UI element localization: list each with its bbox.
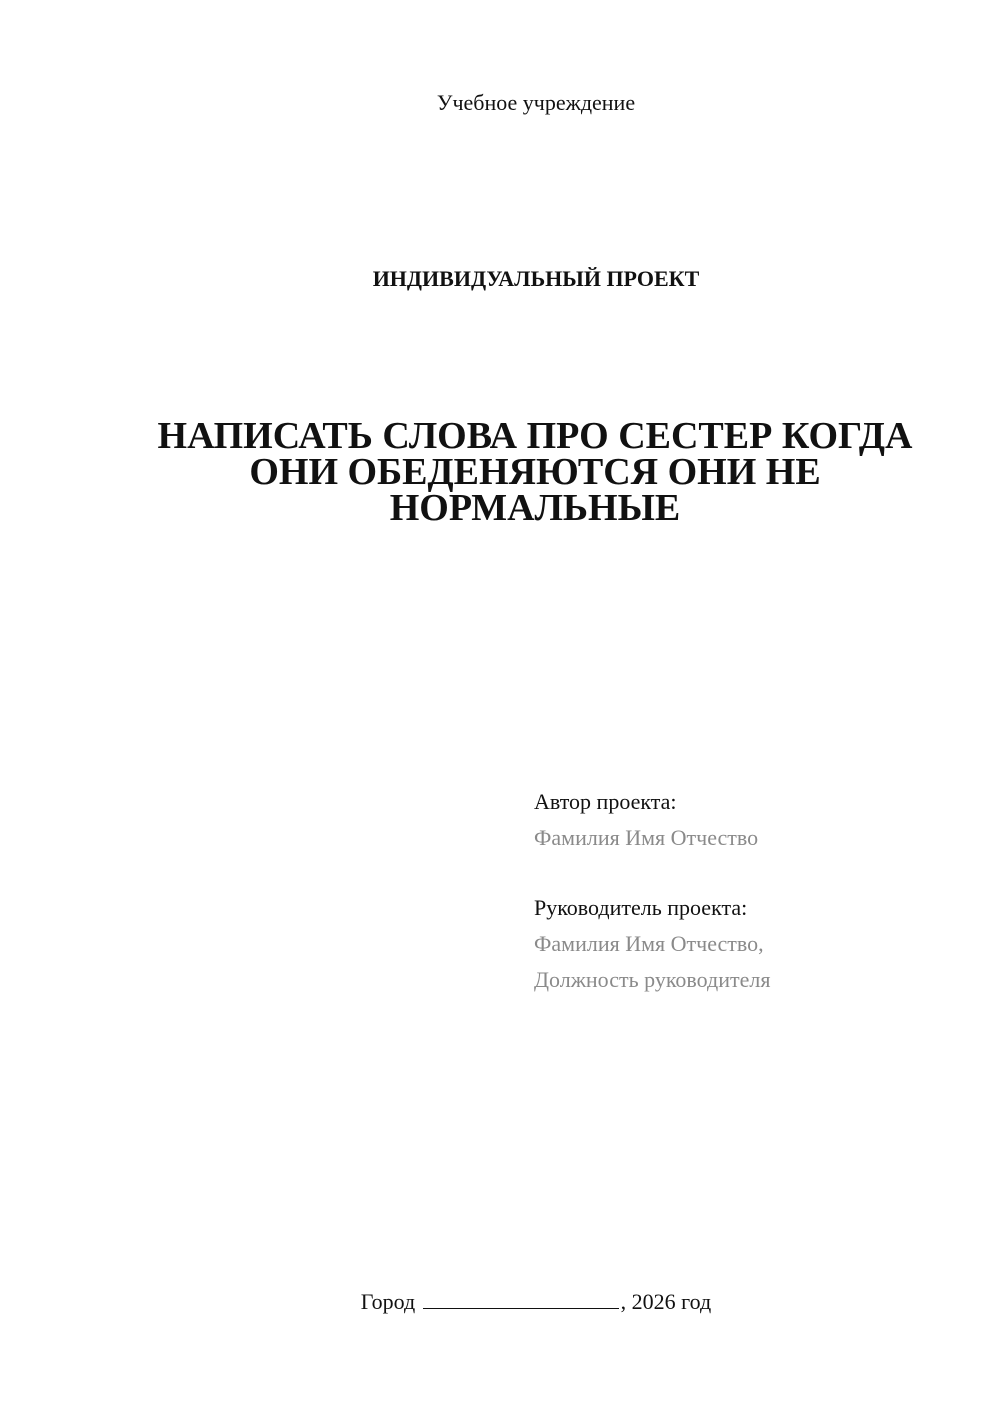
- footer-city-year: [0, 1288, 1000, 1315]
- city-blank-line: [423, 1288, 619, 1309]
- project-type-heading: ИНДИВИДУАЛЬНЫЙ ПРОЕКТ: [372, 266, 700, 291]
- supervisor-block: [534, 890, 974, 998]
- author-label: Автор проекта:: [534, 789, 677, 814]
- project-title-line-3: НОРМАЛЬНЫЕ: [389, 487, 681, 529]
- supervisor-label: Руководитель проекта:: [534, 895, 748, 920]
- project-title: [140, 415, 930, 529]
- supervisor-name-placeholder: Фамилия Имя Отчество,: [534, 931, 764, 956]
- author-name-placeholder: Фамилия Имя Отчество: [534, 825, 759, 850]
- institution-name: Учебное учреждение: [436, 90, 636, 115]
- year-text: , 2026 год: [620, 1289, 712, 1314]
- project-title-line-2: ОНИ ОБЕДЕНЯЮТСЯ ОНИ НЕ: [249, 451, 821, 493]
- supervisor-position-placeholder: Должность руководителя: [534, 967, 771, 992]
- city-label: Город: [360, 1289, 416, 1314]
- project-title-line-1: НАПИСАТЬ СЛОВА ПРО СЕСТЕР КОГДА: [157, 415, 913, 457]
- author-block: [534, 784, 974, 856]
